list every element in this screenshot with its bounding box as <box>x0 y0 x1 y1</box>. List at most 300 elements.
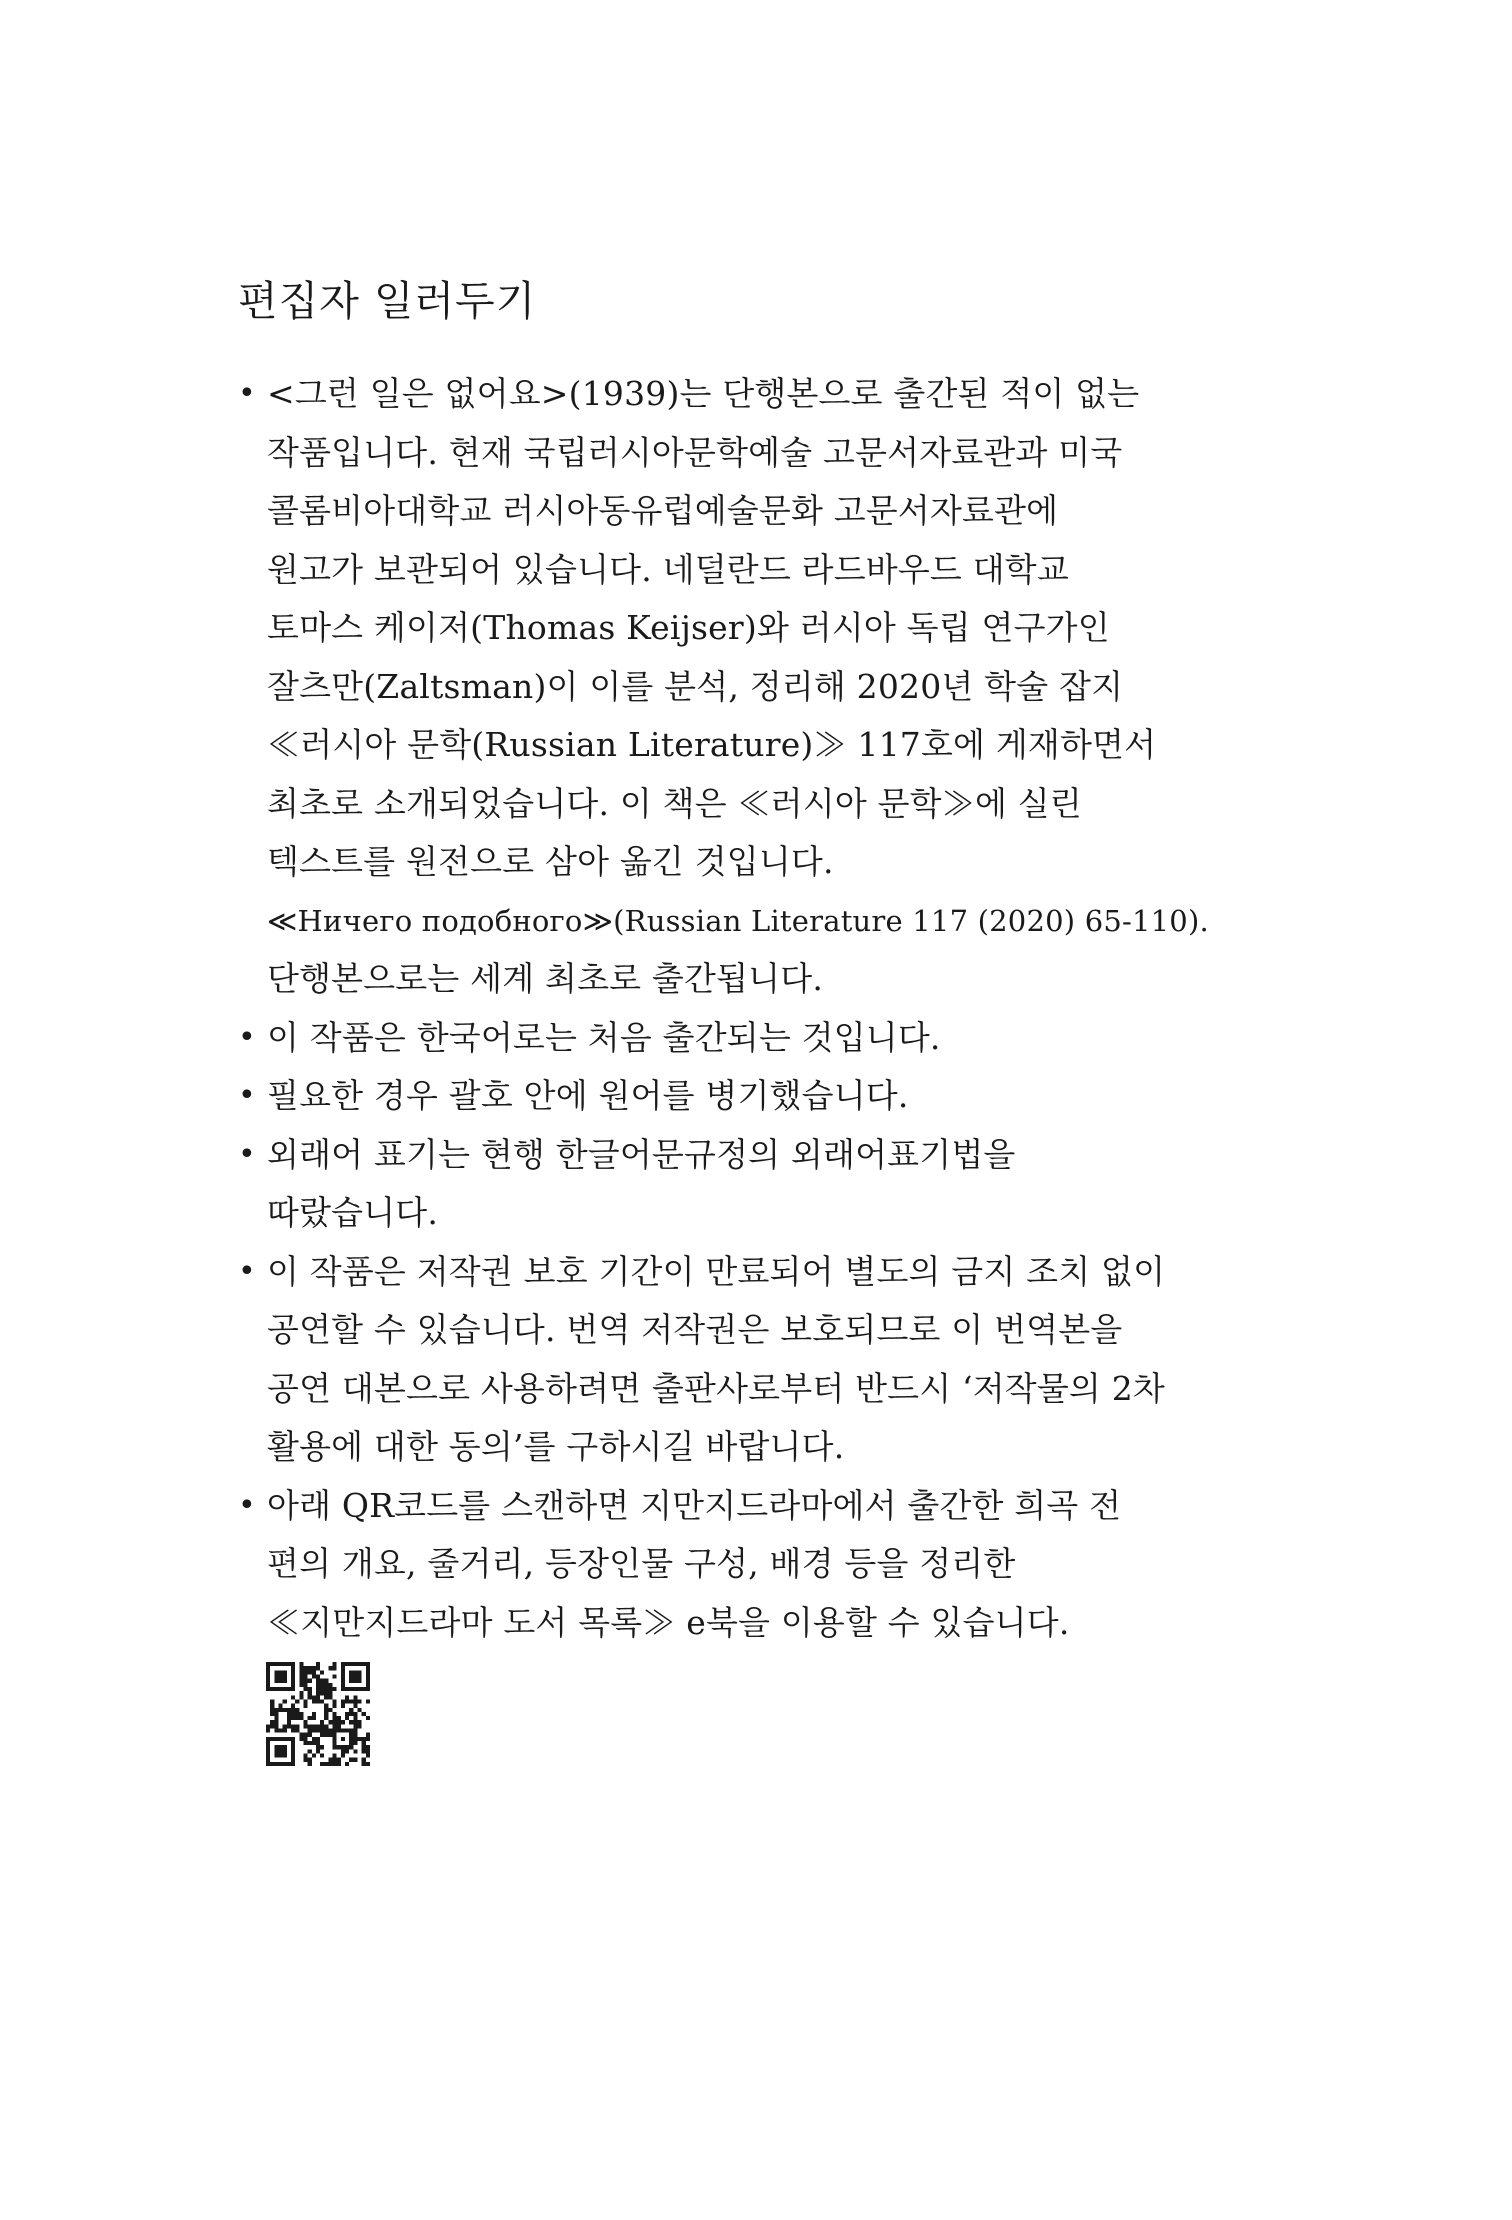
qr-module <box>349 1737 353 1741</box>
qr-module <box>316 1729 320 1733</box>
note-line: 따랐습니다. <box>267 1193 439 1232</box>
qr-module <box>366 1679 370 1683</box>
qr-module <box>266 1729 270 1733</box>
qr-module <box>266 1670 270 1674</box>
qr-module <box>308 1687 312 1691</box>
qr-module <box>320 1683 324 1687</box>
qr-module <box>353 1758 357 1762</box>
qr-module <box>283 1729 287 1733</box>
qr-module <box>291 1737 295 1741</box>
qr-module <box>287 1762 291 1766</box>
qr-module <box>270 1704 274 1708</box>
qr-module <box>324 1716 328 1720</box>
bullet-icon: • <box>238 376 256 411</box>
qr-module <box>316 1662 320 1666</box>
qr-module <box>308 1749 312 1753</box>
qr-module <box>278 1729 282 1733</box>
qr-module <box>345 1695 349 1699</box>
qr-module <box>349 1662 353 1666</box>
qr-module <box>274 1754 278 1758</box>
qr-module <box>278 1679 282 1683</box>
qr-module <box>320 1679 324 1683</box>
qr-module <box>320 1733 324 1737</box>
qr-module <box>362 1712 366 1716</box>
qr-module <box>320 1699 324 1703</box>
qr-module <box>266 1758 270 1762</box>
qr-module <box>333 1729 337 1733</box>
qr-module <box>266 1662 270 1666</box>
qr-module <box>283 1674 287 1678</box>
qr-module <box>328 1695 332 1699</box>
qr-module <box>291 1762 295 1766</box>
page-title: 편집자 일러두기 <box>238 277 537 325</box>
qr-module <box>316 1737 320 1741</box>
qr-module <box>349 1670 353 1674</box>
qr-module <box>328 1691 332 1695</box>
qr-module <box>316 1724 320 1728</box>
qr-module <box>283 1662 287 1666</box>
qr-module <box>291 1749 295 1753</box>
qr-module <box>295 1716 299 1720</box>
note-item <box>238 1067 1238 1126</box>
qr-module <box>358 1674 362 1678</box>
qr-module <box>299 1666 303 1670</box>
qr-module <box>341 1687 345 1691</box>
qr-module <box>278 1737 282 1741</box>
qr-module <box>274 1687 278 1691</box>
qr-module <box>299 1670 303 1674</box>
qr-module <box>303 1674 307 1678</box>
notes-list <box>238 365 1238 1652</box>
qr-module <box>266 1754 270 1758</box>
qr-module <box>362 1762 366 1766</box>
qr-module <box>353 1712 357 1716</box>
qr-module <box>270 1720 274 1724</box>
note-line: 텍스트를 원전으로 삼아 옮긴 것입니다. <box>267 842 834 881</box>
qr-module <box>312 1724 316 1728</box>
qr-module <box>316 1679 320 1683</box>
qr-module <box>266 1741 270 1745</box>
note-line: 단행본으로는 세계 최초로 출간됩니다. <box>267 959 824 998</box>
qr-module <box>266 1745 270 1749</box>
note-line: ≪러시아 문학(Russian Literature)≫ 117호에 게재하면서 <box>267 725 1157 764</box>
qr-module <box>283 1699 287 1703</box>
qr-module <box>333 1758 337 1762</box>
qr-module <box>349 1729 353 1733</box>
qr-module <box>291 1741 295 1745</box>
qr-module <box>328 1666 332 1670</box>
qr-module <box>341 1683 345 1687</box>
qr-module <box>353 1729 357 1733</box>
qr-module <box>366 1674 370 1678</box>
qr-module <box>345 1745 349 1749</box>
qr-module <box>308 1691 312 1695</box>
qr-module <box>341 1749 345 1753</box>
qr-module <box>303 1679 307 1683</box>
qr-module <box>316 1741 320 1745</box>
qr-module <box>333 1674 337 1678</box>
qr-module <box>353 1662 357 1666</box>
qr-module <box>287 1708 291 1712</box>
qr-module <box>312 1670 316 1674</box>
qr-module <box>353 1741 357 1745</box>
qr-module <box>349 1720 353 1724</box>
qr-module <box>266 1674 270 1678</box>
note-line: 콜롬비아대학교 러시아동유럽예술문화 고문서자료관에 <box>267 491 1059 530</box>
qr-module <box>341 1720 345 1724</box>
qr-module <box>328 1758 332 1762</box>
qr-module <box>283 1679 287 1683</box>
qr-module <box>274 1708 278 1712</box>
qr-module <box>287 1720 291 1724</box>
qr-module <box>341 1704 345 1708</box>
qr-module <box>274 1745 278 1749</box>
qr-module <box>366 1745 370 1749</box>
qr-module <box>308 1729 312 1733</box>
qr-module <box>299 1674 303 1678</box>
qr-module <box>312 1737 316 1741</box>
qr-module <box>320 1754 324 1758</box>
qr-module <box>349 1712 353 1716</box>
qr-module <box>299 1691 303 1695</box>
qr-module <box>320 1720 324 1724</box>
qr-module <box>362 1745 366 1749</box>
qr-module <box>341 1754 345 1758</box>
qr-module <box>270 1737 274 1741</box>
qr-module <box>295 1708 299 1712</box>
qr-module <box>333 1737 337 1741</box>
qr-module <box>341 1666 345 1670</box>
source-citation: ≪Ничего подобного≫(Russian Literature 117 (2020) 65-110). <box>267 903 1209 938</box>
qr-module <box>345 1699 349 1703</box>
bullet-icon: • <box>238 1136 256 1172</box>
qr-module <box>291 1724 295 1728</box>
qr-module <box>308 1733 312 1737</box>
qr-module <box>337 1724 341 1728</box>
qr-module <box>349 1745 353 1749</box>
qr-module <box>337 1762 341 1766</box>
qr-module <box>274 1716 278 1720</box>
qr-module <box>353 1716 357 1720</box>
bullet-icon: • <box>238 1487 256 1523</box>
qr-module <box>341 1679 345 1683</box>
qr-module <box>299 1695 303 1699</box>
qr-module <box>303 1741 307 1745</box>
note-line: 활용에 대한 동의’를 구하시길 바랍니다. <box>267 1427 845 1466</box>
qr-module <box>358 1699 362 1703</box>
qr-module <box>299 1712 303 1716</box>
qr-module <box>270 1699 274 1703</box>
qr-module <box>287 1737 291 1741</box>
qr-module <box>278 1745 282 1749</box>
qr-module <box>353 1670 357 1674</box>
note-line: 원고가 보관되어 있습니다. 네덜란드 라드바우드 대학교 <box>267 549 1069 589</box>
qr-module <box>283 1687 287 1691</box>
qr-module <box>274 1674 278 1678</box>
qr-module <box>341 1737 345 1741</box>
qr-module <box>312 1666 316 1670</box>
note-item <box>238 1477 1238 1653</box>
qr-module <box>328 1708 332 1712</box>
qr-module <box>303 1683 307 1687</box>
qr-module <box>283 1670 287 1674</box>
qr-module <box>353 1704 357 1708</box>
qr-module <box>312 1699 316 1703</box>
qr-module <box>266 1679 270 1683</box>
qr-module <box>291 1712 295 1716</box>
qr-module <box>278 1762 282 1766</box>
qr-module <box>308 1716 312 1720</box>
qr-module <box>303 1704 307 1708</box>
qr-module <box>291 1745 295 1749</box>
qr-module <box>266 1687 270 1691</box>
qr-module <box>316 1745 320 1749</box>
qr-module <box>312 1754 316 1758</box>
qr-module <box>299 1679 303 1683</box>
qr-module <box>366 1737 370 1741</box>
qr-module <box>333 1745 337 1749</box>
qr-module <box>349 1679 353 1683</box>
qr-module <box>328 1687 332 1691</box>
qr-module <box>270 1712 274 1716</box>
qr-module <box>366 1666 370 1670</box>
qr-module <box>320 1670 324 1674</box>
qr-module <box>362 1662 366 1666</box>
qr-module <box>274 1712 278 1716</box>
qr-module <box>303 1758 307 1762</box>
qr-module <box>341 1745 345 1749</box>
qr-module <box>291 1729 295 1733</box>
qr-module <box>358 1724 362 1728</box>
qr-module <box>287 1716 291 1720</box>
qr-module <box>320 1687 324 1691</box>
qr-module <box>341 1699 345 1703</box>
qr-module <box>278 1687 282 1691</box>
qr-module <box>358 1662 362 1666</box>
qr-module <box>308 1695 312 1699</box>
qr-module <box>283 1745 287 1749</box>
qr-module <box>341 1662 345 1666</box>
qr-module <box>308 1670 312 1674</box>
qr-module <box>312 1729 316 1733</box>
qr-module <box>308 1762 312 1766</box>
qr-module <box>266 1737 270 1741</box>
qr-module <box>324 1695 328 1699</box>
qr-module <box>366 1687 370 1691</box>
qr-module <box>303 1720 307 1724</box>
qr-module <box>303 1733 307 1737</box>
qr-module <box>299 1737 303 1741</box>
qr-module <box>316 1683 320 1687</box>
qr-module <box>362 1741 366 1745</box>
qr-module <box>270 1662 274 1666</box>
note-line: <그런 일은 없어요>(1939)는 단행본으로 출간된 적이 없는 <box>267 374 1140 413</box>
qr-module <box>345 1762 349 1766</box>
qr-module <box>320 1729 324 1733</box>
qr-module <box>291 1662 295 1666</box>
qr-module <box>295 1699 299 1703</box>
qr-module <box>303 1670 307 1674</box>
qr-module <box>333 1716 337 1720</box>
qr-module <box>266 1724 270 1728</box>
qr-module <box>333 1687 337 1691</box>
qr-module <box>358 1670 362 1674</box>
qr-module <box>366 1699 370 1703</box>
qr-module <box>324 1712 328 1716</box>
qr-module <box>333 1720 337 1724</box>
qr-module <box>283 1708 287 1712</box>
qr-module <box>274 1662 278 1666</box>
qr-module <box>299 1662 303 1666</box>
note-line: 토마스 케이저(Thomas Keijser)와 러시아 독립 연구가인 <box>267 608 1110 647</box>
qr-module <box>278 1704 282 1708</box>
qr-module <box>366 1754 370 1758</box>
qr-module <box>333 1733 337 1737</box>
qr-module <box>274 1737 278 1741</box>
qr-module <box>291 1666 295 1670</box>
qr-module <box>278 1662 282 1666</box>
qr-module <box>320 1724 324 1728</box>
qr-module <box>324 1729 328 1733</box>
qr-module <box>349 1741 353 1745</box>
qr-module <box>328 1720 332 1724</box>
qr-module <box>353 1687 357 1691</box>
qr-module <box>345 1662 349 1666</box>
qr-module <box>291 1758 295 1762</box>
qr-module <box>295 1712 299 1716</box>
note-line: 잘츠만(Zaltsman)이 이를 분석, 정리해 2020년 학술 잡지 <box>267 666 1124 706</box>
qr-module <box>295 1729 299 1733</box>
qr-module <box>312 1695 316 1699</box>
qr-module <box>345 1749 349 1753</box>
qr-module <box>324 1683 328 1687</box>
qr-module <box>366 1733 370 1737</box>
qr-module <box>333 1662 337 1666</box>
qr-module <box>270 1708 274 1712</box>
qr-module <box>303 1666 307 1670</box>
qr-module <box>295 1724 299 1728</box>
qr-module <box>324 1708 328 1712</box>
qr-module <box>291 1704 295 1708</box>
qr-module <box>324 1691 328 1695</box>
qr-module <box>366 1670 370 1674</box>
qr-module <box>270 1762 274 1766</box>
qr-module <box>266 1762 270 1766</box>
note-item <box>238 1243 1238 1477</box>
qr-module <box>299 1716 303 1720</box>
qr-module <box>320 1762 324 1766</box>
qr-module <box>316 1749 320 1753</box>
qr-module <box>328 1683 332 1687</box>
qr-module <box>345 1716 349 1720</box>
qr-module <box>366 1683 370 1687</box>
qr-module <box>291 1674 295 1678</box>
qr-module <box>270 1687 274 1691</box>
qr-module <box>312 1716 316 1720</box>
qr-module <box>328 1729 332 1733</box>
qr-module <box>266 1666 270 1670</box>
note-item <box>238 1126 1238 1243</box>
qr-module <box>278 1749 282 1753</box>
qr-module <box>345 1687 349 1691</box>
qr-module <box>324 1733 328 1737</box>
qr-module <box>303 1699 307 1703</box>
qr-module <box>345 1729 349 1733</box>
qr-code-modules <box>266 1662 370 1766</box>
qr-module <box>274 1729 278 1733</box>
qr-module <box>291 1670 295 1674</box>
qr-module <box>308 1666 312 1670</box>
qr-module <box>337 1720 341 1724</box>
qr-module <box>353 1737 357 1741</box>
note-line: 작품입니다. 현재 국립러시아문학예술 고문서자료관과 미국 <box>267 432 1123 472</box>
qr-module <box>333 1666 337 1670</box>
note-line: 최초로 소개되었습니다. 이 책은 ≪러시아 문학≫에 실린 <box>267 783 1082 823</box>
qr-module <box>341 1670 345 1674</box>
qr-module <box>278 1674 282 1678</box>
qr-module <box>353 1695 357 1699</box>
qr-module <box>349 1699 353 1703</box>
note-item <box>238 1009 1238 1068</box>
qr-module <box>333 1699 337 1703</box>
qr-module <box>316 1687 320 1691</box>
note-line: 외래어 표기는 현행 한글어문규정의 외래어표기법을 <box>267 1134 1016 1174</box>
qr-module <box>316 1691 320 1695</box>
note-line: 공연 대본으로 사용하려면 출판사로부터 반드시 ‘저작물의 2차 <box>267 1368 1165 1408</box>
qr-module <box>349 1708 353 1712</box>
qr-module <box>358 1679 362 1683</box>
qr-module <box>291 1687 295 1691</box>
qr-module <box>341 1674 345 1678</box>
qr-code-icon[interactable] <box>266 1662 370 1766</box>
qr-module <box>358 1708 362 1712</box>
qr-module <box>308 1758 312 1762</box>
qr-module <box>316 1666 320 1670</box>
qr-module <box>291 1716 295 1720</box>
qr-module <box>278 1754 282 1758</box>
qr-module <box>353 1733 357 1737</box>
qr-module <box>308 1679 312 1683</box>
qr-module <box>341 1729 345 1733</box>
qr-module <box>337 1745 341 1749</box>
bullet-icon: • <box>238 1078 256 1113</box>
qr-module <box>324 1687 328 1691</box>
qr-module <box>366 1662 370 1666</box>
bullet-icon: • <box>238 1019 256 1055</box>
qr-module <box>337 1716 341 1720</box>
qr-module <box>337 1729 341 1733</box>
qr-module <box>337 1758 341 1762</box>
qr-module <box>303 1737 307 1741</box>
qr-module <box>274 1670 278 1674</box>
qr-module <box>324 1724 328 1728</box>
qr-module <box>362 1737 366 1741</box>
qr-module <box>266 1683 270 1687</box>
qr-module <box>333 1754 337 1758</box>
qr-module <box>312 1674 316 1678</box>
qr-module <box>291 1683 295 1687</box>
qr-module <box>353 1699 357 1703</box>
qr-module <box>287 1724 291 1728</box>
qr-module <box>270 1724 274 1728</box>
qr-module <box>316 1695 320 1699</box>
qr-module <box>358 1737 362 1741</box>
qr-module <box>358 1720 362 1724</box>
qr-module <box>362 1687 366 1691</box>
qr-module <box>299 1733 303 1737</box>
qr-module <box>320 1691 324 1695</box>
qr-module <box>324 1679 328 1683</box>
